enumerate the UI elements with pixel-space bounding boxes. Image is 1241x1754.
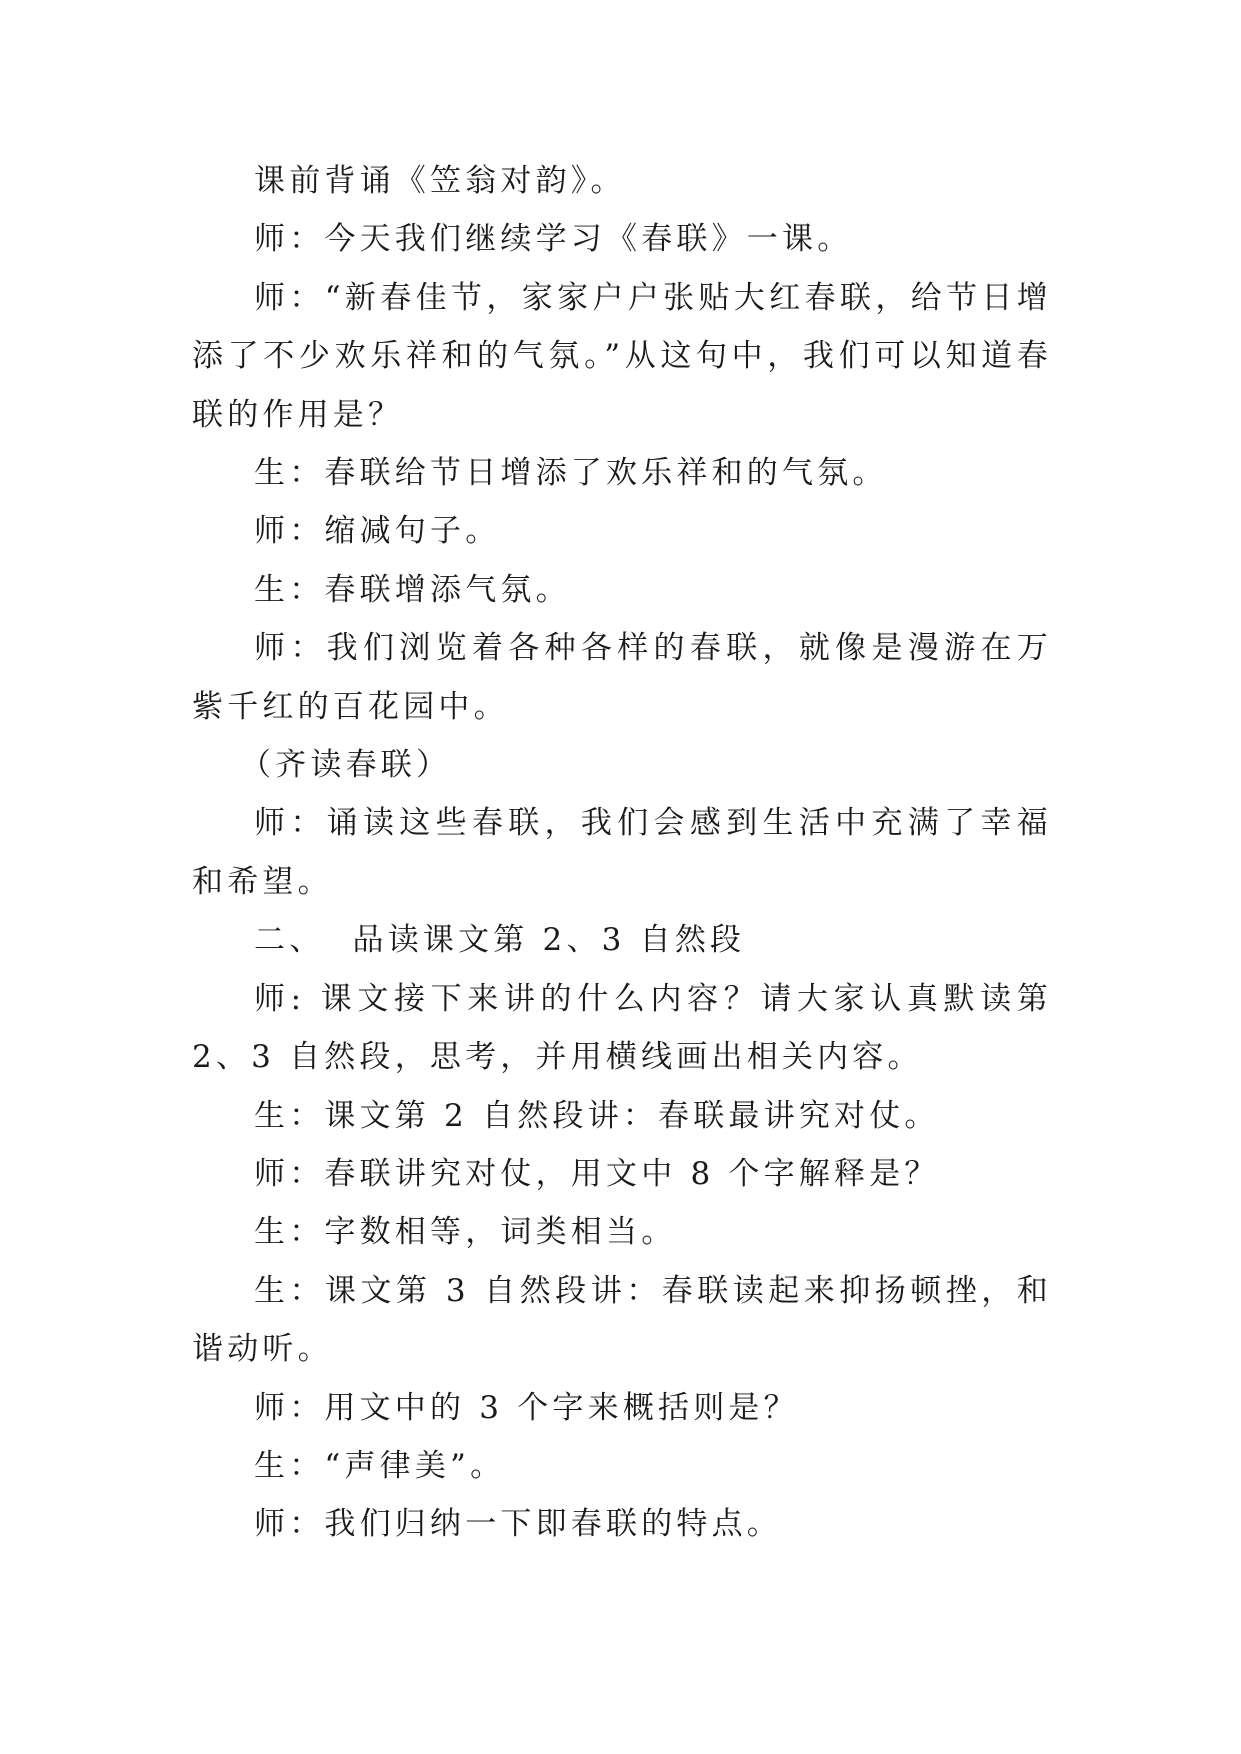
paragraph-teacher: 师：今天我们继续学习《春联》一课。 (254, 221, 853, 258)
paragraph-student: 生：春联增添气氛。 (254, 571, 571, 608)
paragraph-teacher: 师：缩减句子。 (254, 513, 501, 550)
paragraph-teacher: 师：诵读这些春联，我们会感到生活中充满了幸福和希望。 (192, 805, 1052, 900)
paragraph-teacher: 师: 课文接下来讲的什么内容？请大家认真默读第 2、3 自然段，思考，并用横线画出相关内容。 (192, 980, 1052, 1076)
paragraph-teacher: 师：用文中的 3 个字来概括则是？ (254, 1389, 799, 1426)
paragraph-teacher: 师：我们浏览着各种各样的春联，就像是漫游在万紫千红的百花园中。 (192, 630, 1052, 725)
paragraph-student: 生：“声律美”。 (254, 1447, 506, 1484)
paragraph-recitation: 课前背诵《笠翁对韵》。 (254, 163, 626, 199)
paragraph-student: 生：课文第 3 自然段讲：春联读起来抑扬顿挫，和谐动听。 (192, 1272, 1052, 1368)
paragraph-student: 生：字数相等，词类相当。 (254, 1214, 677, 1251)
section-heading: 二、 品读课文第 2、3 自然段 (254, 922, 746, 959)
document-body (192, 152, 1052, 1554)
paragraph-teacher: 师：“新春佳节，家家户户张贴大红春联，给节日增添了不少欢乐祥和的气氛。”从这句中，我们可以知道春联的作用是？ (192, 279, 1052, 433)
paragraph-stage-direction: （齐读春联） (240, 747, 452, 784)
paragraph-student: 生：春联给节日增添了欢乐祥和的气氛。 (254, 455, 888, 492)
paragraph-teacher: 师：我们归纳一下即春联的特点。 (254, 1506, 782, 1543)
paragraph-teacher: 师：春联讲究对仗，用文中 8 个字解释是？ (254, 1155, 940, 1192)
paragraph-student: 生：课文第 2 自然段讲：春联最讲究对仗。 (254, 1097, 940, 1134)
